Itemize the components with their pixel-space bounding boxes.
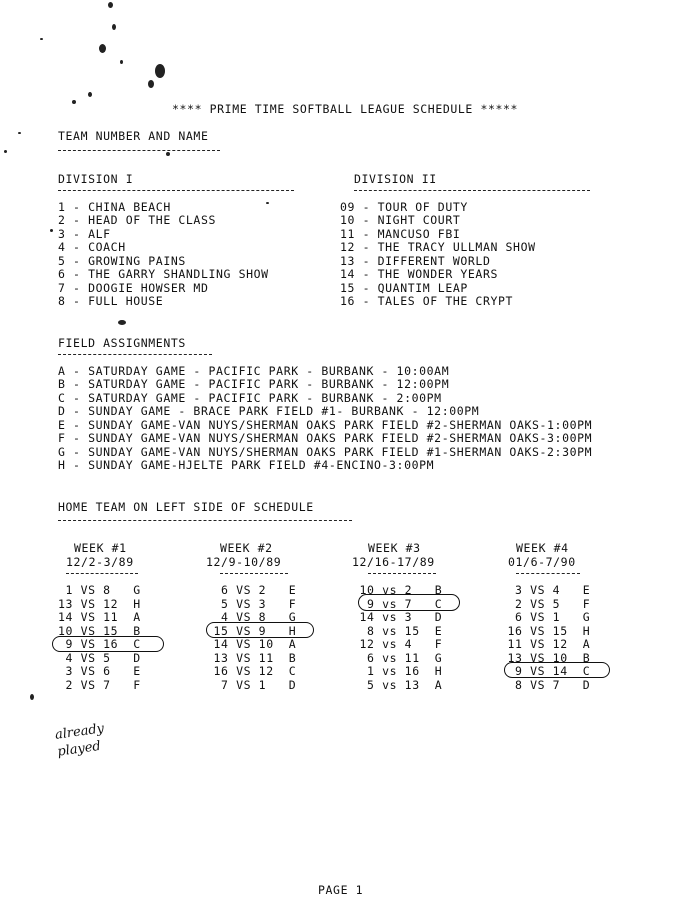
home-team-note: HOME TEAM ON LEFT SIDE OF SCHEDULE [58,500,314,514]
field-assignment: F - SUNDAY GAME-VAN NUYS/SHERMAN OAKS PARK FIELD #2-SHERMAN OAKS-3:00PM [58,431,593,445]
team-heading: TEAM NUMBER AND NAME [58,129,209,143]
scan-speck [99,44,106,53]
game-row: 3 VS 4 E [500,583,591,597]
game-row: 2 VS 5 F [500,597,591,611]
scan-speck [40,38,43,40]
game-row: 9 vs 7 C [352,597,443,611]
game-row: 1 vs 16 H [352,664,443,678]
week-dates: 01/6-7/90 [508,555,576,569]
handwritten-note: already played [54,721,105,760]
scan-speck [148,80,154,88]
game-row: 9 VS 14 C [500,664,591,678]
field-assignment: H - SUNDAY GAME-HJELTE PARK FIELD #4-ENCINO-3:00PM [58,458,435,472]
division-1-team: 7 - DOOGIE HOWSER MD [58,281,209,295]
division-2-team: 12 - THE TRACY ULLMAN SHOW [340,240,536,254]
scan-speck [108,2,113,8]
page-number: PAGE 1 [318,883,364,897]
game-row: 5 vs 13 A [352,678,443,692]
game-row: 1 VS 8 G [58,583,141,597]
field-assignment: B - SATURDAY GAME - PACIFIC PARK - BURBANK - 12:00PM [58,377,450,391]
field-assignment: E - SUNDAY GAME-VAN NUYS/SHERMAN OAKS PARK FIELD #2-SHERMAN OAKS-1:00PM [58,418,593,432]
week-label: WEEK #3 [368,541,421,555]
game-row: 12 vs 4 F [352,637,443,651]
game-row: 3 VS 6 E [58,664,141,678]
game-row: 6 vs 11 G [352,651,443,665]
scan-speck [120,60,123,64]
game-row: 10 vs 2 B [352,583,443,597]
field-assignment: A - SATURDAY GAME - PACIFIC PARK - BURBANK - 10:00AM [58,364,450,378]
game-row: 6 VS 1 G [500,610,591,624]
scan-speck [50,229,53,232]
week-label: WEEK #4 [516,541,569,555]
game-row: 13 VS 12 H [58,597,141,611]
division-2-heading: DIVISION II [354,172,437,186]
week-dates: 12/9-10/89 [206,555,282,569]
game-row: 14 vs 3 D [352,610,443,624]
scan-speck [4,150,7,153]
played-game-circle [52,636,164,652]
division-2-team: 16 - TALES OF THE CRYPT [340,294,514,308]
week-dates: 12/2-3/89 [66,555,134,569]
field-assignment: D - SUNDAY GAME - BRACE PARK FIELD #1- BURBANK - 12:00PM [58,404,480,418]
division-1-team: 8 - FULL HOUSE [58,294,164,308]
field-heading: FIELD ASSIGNMENTS [58,336,186,350]
played-game-circle [358,594,460,611]
week-underline [516,573,580,574]
game-row: 13 VS 10 B [500,651,591,665]
week-dates: 12/16-17/89 [352,555,435,569]
field-assignment: G - SUNDAY GAME-VAN NUYS/SHERMAN OAKS PARK FIELD #1-SHERMAN OAKS-2:30PM [58,445,593,459]
game-row: 10 VS 15 B [58,624,141,638]
division-1-team: 1 - CHINA BEACH [58,200,171,214]
scan-speck [166,152,170,156]
division-2-team: 09 - TOUR OF DUTY [340,200,468,214]
division-2-underline [354,190,590,191]
week-label: WEEK #1 [74,541,127,555]
scan-speck [155,64,165,78]
game-row: 11 VS 12 A [500,637,591,651]
game-row: 14 VS 11 A [58,610,141,624]
game-row: 8 VS 7 D [500,678,591,692]
game-row: 16 VS 12 C [206,664,297,678]
game-row: 9 VS 16 C [58,637,141,651]
division-2-team: 10 - NIGHT COURT [340,213,461,227]
division-2-team: 11 - MANCUSO FBI [340,227,461,241]
division-2-team: 14 - THE WONDER YEARS [340,267,498,281]
game-row: 14 VS 10 A [206,637,297,651]
week-underline [66,573,138,574]
week-underline [368,573,436,574]
game-row: 4 VS 5 D [58,651,141,665]
scan-speck [72,100,76,104]
division-1-team: 2 - HEAD OF THE CLASS [58,213,216,227]
field-assignment: C - SATURDAY GAME - PACIFIC PARK - BURBANK - 2:00PM [58,391,442,405]
division-1-team: 5 - GROWING PAINS [58,254,186,268]
schedule-title: **** PRIME TIME SOFTBALL LEAGUE SCHEDULE ***** [172,102,519,116]
played-game-circle [504,662,610,678]
margin-mark [30,694,34,700]
division-2-team: 15 - QUANTIM LEAP [340,281,468,295]
division-1-team: 6 - THE GARRY SHANDLING SHOW [58,267,269,281]
game-row: 16 VS 15 H [500,624,591,638]
division-1-team: 3 - ALF [58,227,111,241]
played-game-circle [206,622,314,638]
game-row: 13 VS 11 B [206,651,297,665]
division-2-team: 13 - DIFFERENT WORLD [340,254,491,268]
game-row: 5 VS 3 F [206,597,297,611]
game-row: 2 VS 7 F [58,678,141,692]
heading-underline [58,150,220,151]
game-row: 15 VS 9 H [206,624,297,638]
game-row: 4 VS 8 G [206,610,297,624]
game-row: 7 VS 1 D [206,678,297,692]
week-underline [220,573,288,574]
scan-speck [266,202,269,204]
field-underline [58,354,212,355]
scan-speck [88,92,92,97]
scan-speck [18,132,21,134]
scan-speck [118,320,126,325]
game-row: 6 VS 2 E [206,583,297,597]
division-1-heading: DIVISION I [58,172,134,186]
division-1-underline [58,190,294,191]
game-row: 8 vs 15 E [352,624,443,638]
week-label: WEEK #2 [220,541,273,555]
division-1-team: 4 - COACH [58,240,126,254]
home-note-underline [58,520,352,521]
scan-speck [112,24,116,30]
